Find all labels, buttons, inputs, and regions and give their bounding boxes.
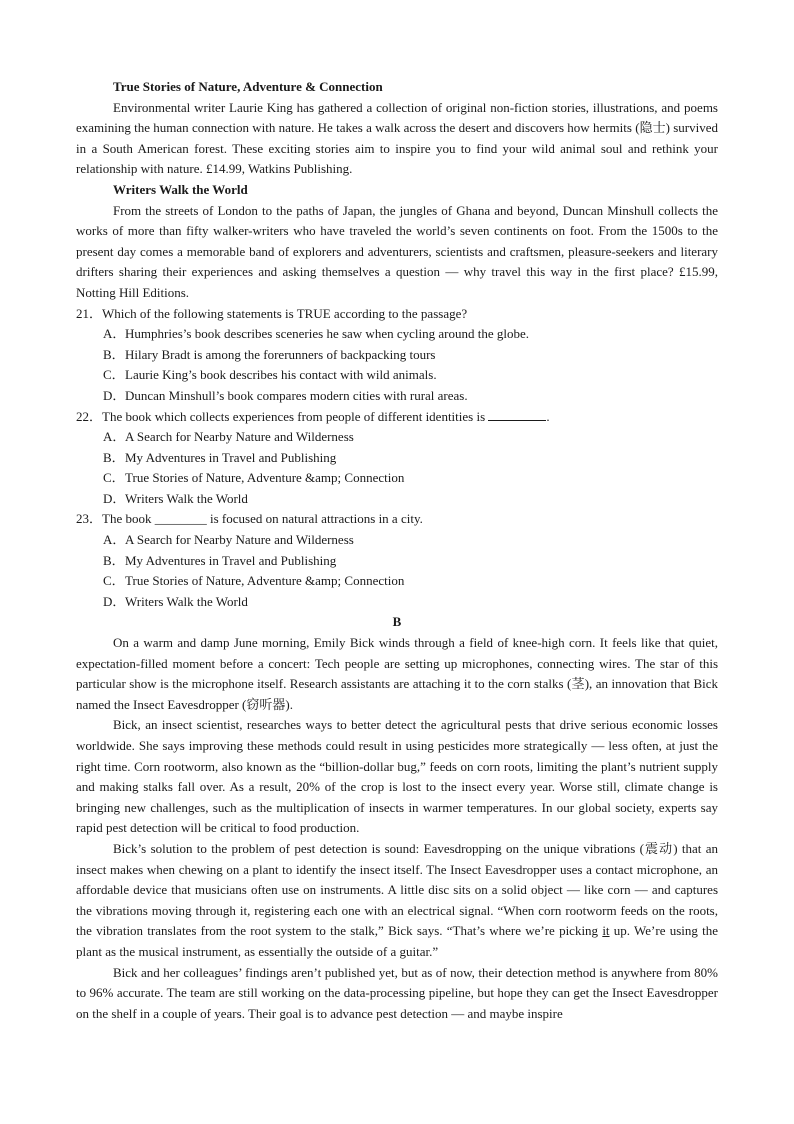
option-text: My Adventures in Travel and Publishing	[125, 449, 337, 465]
option-letter: D．	[103, 593, 126, 609]
question-21	[76, 304, 718, 407]
option-b[interactable]	[76, 551, 718, 572]
option-letter: C．	[103, 367, 125, 383]
option-text: Laurie King’s book describes his contact with wild animals.	[125, 367, 437, 383]
option-d[interactable]	[76, 489, 718, 510]
paragraph-text: Bick’s solution to the problem of pest detection is sound: Eavesdropping on the unique vibrations (震动) that an insect makes when chewing on a plant to identify the insect itself. The Insect Eavesdropper uses a contact microphone, an affordable device that musicians often use on instruments. A little disc sits on a solid object — like corn — and captures the vibrations moving through it, registering each one with an electrical signal. “When corn rootworm feeds on the roots, the vibration translates from the root system to the stalk,” Bick says. “That’s where we’re picking	[76, 840, 718, 939]
book-title-true-stories: True Stories of Nature, Adventure & Connection	[113, 79, 383, 94]
answer-blank	[488, 407, 546, 421]
question-stem	[76, 304, 718, 325]
option-text: Humphries’s book describes sceneries he saw when cycling around the globe.	[125, 326, 529, 342]
option-text: My Adventures in Travel and Publishing	[125, 552, 337, 568]
question-text-end: .	[546, 408, 550, 424]
passage-b-paragraph-2: Bick, an insect scientist, researches ways to better detect the agricultural pests that drive serious economic losses worldwide. She says improving these methods could result in using pesticides more strategically — less often, at just the right time. Corn rootworm, also known as the “billion-dollar bug,” feeds on corn roots, limiting the plant’s nutrient supply and making stalks fall over. As a result, 20% of the crop is lost to the insect every year. Worse still, climate change is bringing new challenges, such as the multiplication of insects in warmer temperatures. In our global society, experts say rapid pest detection will be critical to food production.	[76, 717, 718, 836]
option-text: A Search for Nearby Nature and Wilderness	[125, 429, 354, 445]
question-text-end: is focused on natural attractions in a city.	[206, 511, 423, 527]
option-text: Writers Walk the World	[125, 490, 248, 506]
question-23	[76, 509, 718, 612]
option-c[interactable]	[76, 365, 718, 386]
question-stem	[76, 407, 718, 428]
question-number: 21．	[76, 305, 103, 321]
option-b[interactable]	[76, 448, 718, 469]
option-text: True Stories of Nature, Adventure &amp; Connection	[125, 470, 405, 486]
book-description-true-stories: Environmental writer Laurie King has gathered a collection of original non-fiction stories, illustrations, and poems examining the human connection with nature. He takes a walk across the desert and discovers how hermits (隐士) survived in a South American forest. These exciting stories aim to inspire you to find your wild animal soul and rethink your relationship with nature. £14.99, Watkins Publishing.	[76, 99, 718, 177]
underlined-word: it	[602, 923, 610, 939]
section-heading-b: B	[392, 614, 402, 630]
question-text: Which of the following statements is TRUE according to the passage?	[102, 305, 468, 321]
option-d[interactable]	[76, 386, 718, 407]
question-number: 22．	[76, 408, 103, 424]
passage-b-paragraph-1: On a warm and damp June morning, Emily Bick winds through a field of knee-high corn. It feels like that quiet, expectation-filled moment before a concert: Tech people are setting up microphones, connecting wires. The star of this particular show is the microphone itself. Research assistants are attaching it to the corn stalks (茎), an innovation that Bick named the Insect Eavesdropper (窃听器).	[76, 635, 718, 712]
option-letter: A．	[103, 326, 126, 342]
option-letter: B．	[103, 346, 125, 362]
option-letter: A．	[103, 532, 126, 548]
answer-blank: ________	[154, 511, 207, 527]
option-text: Hilary Bradt is among the forerunners of backpacking tours	[125, 346, 436, 362]
option-b[interactable]	[76, 345, 718, 366]
question-text: The book	[102, 511, 155, 527]
page-content	[76, 77, 718, 1024]
option-c[interactable]	[76, 571, 718, 592]
passage-b-paragraph-3	[76, 839, 718, 963]
option-a[interactable]	[76, 324, 718, 345]
passage-b-paragraph-4: Bick and her colleagues’ findings aren’t published yet, but as of now, their detection method is anywhere from 80% to 96% accurate. The team are still working on the data-processing pipeline, but hope they can get the Insect Eavesdropper on the shelf in a couple of years. Their goal is to advance pest detection — and maybe inspire	[76, 964, 718, 1021]
option-c[interactable]	[76, 468, 718, 489]
option-letter: B．	[103, 552, 125, 568]
option-letter: C．	[103, 470, 125, 486]
option-text: Duncan Minshull’s book compares modern cities with rural areas.	[125, 387, 468, 403]
option-text: A Search for Nearby Nature and Wilderness	[125, 532, 354, 548]
option-text: True Stories of Nature, Adventure &amp; Connection	[125, 573, 405, 589]
option-letter: B．	[103, 449, 125, 465]
book-title-writers-walk: Writers Walk the World	[113, 181, 248, 197]
option-letter: C．	[103, 573, 125, 589]
question-stem	[76, 509, 718, 530]
option-a[interactable]	[76, 427, 718, 448]
option-letter: D．	[103, 387, 126, 403]
option-a[interactable]	[76, 530, 718, 551]
option-letter: A．	[103, 429, 126, 445]
option-text: Writers Walk the World	[125, 593, 248, 609]
question-number: 23．	[76, 511, 103, 527]
option-letter: D．	[103, 490, 126, 506]
book-description-writers-walk: From the streets of London to the paths of Japan, the jungles of Ghana and beyond, Duncan Minshull collects the works of more than fifty walker-writers who have traveled the world’s seven continents on foot. From the 1500s to the present day comes a memorable band of explorers and adventurers, scientists and craftsmen, pleasure-seekers and literary drifters sharing their experiences and asking themselves a question — why travel this way in the first place? £15.99, Notting Hill Editions.	[76, 202, 718, 300]
option-d[interactable]	[76, 592, 718, 613]
question-text: The book which collects experiences from people of different identities is	[102, 408, 489, 424]
paragraph-text-end: up. We’re using the plant as the musical instrument, as essentially the outside of a guitar.”	[76, 923, 718, 959]
question-22	[76, 407, 718, 510]
